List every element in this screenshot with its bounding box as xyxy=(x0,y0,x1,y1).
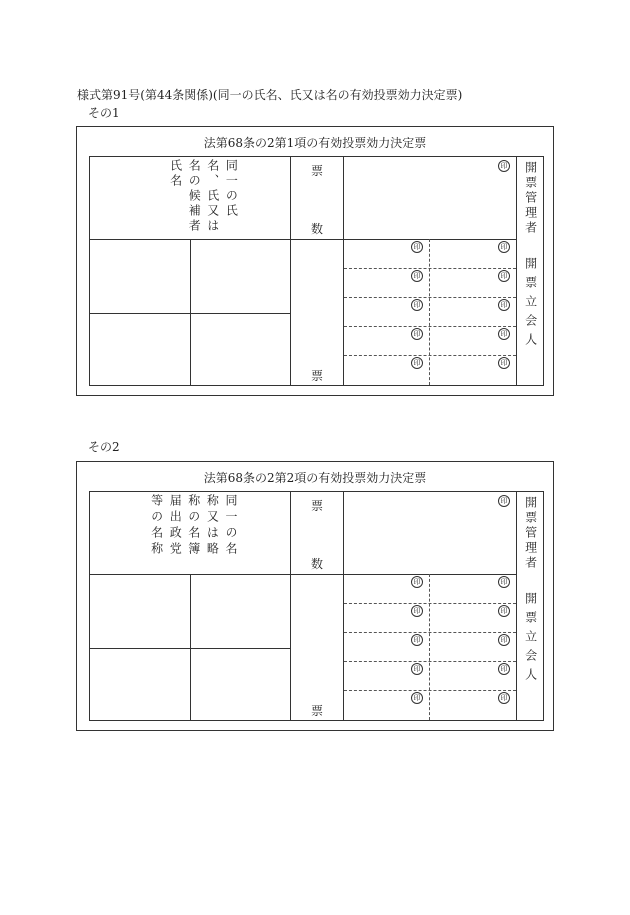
column-divider xyxy=(290,157,291,385)
seal-icon: 印 xyxy=(498,692,510,704)
seal-icon: 印 xyxy=(411,576,423,588)
dashed-divider xyxy=(429,239,430,385)
seal-icon: 印 xyxy=(411,634,423,646)
dashed-row xyxy=(344,355,516,356)
seal-icon: 印 xyxy=(411,241,423,253)
votes-label-top: 票 xyxy=(311,164,324,178)
form-grid xyxy=(89,491,544,721)
column-divider xyxy=(190,239,191,385)
form-title: 法第68条の2第2項の有効投票効力決定票 xyxy=(203,471,427,485)
seal-icon: 印 xyxy=(411,692,423,704)
column-divider xyxy=(190,574,191,720)
form-title: 法第68条の2第1項の有効投票効力決定票 xyxy=(203,136,427,150)
header-divider xyxy=(90,574,517,575)
form-grid xyxy=(89,156,544,386)
section-label-1: その1 xyxy=(88,106,120,120)
dashed-row xyxy=(344,297,516,298)
seal-icon: 印 xyxy=(411,605,423,617)
seal-icon: 印 xyxy=(498,160,510,172)
witness-label: 開票立会人 xyxy=(523,257,538,352)
dashed-row xyxy=(344,326,516,327)
seal-icon: 印 xyxy=(411,357,423,369)
column-divider xyxy=(343,157,344,385)
votes-unit: 票 xyxy=(311,704,324,718)
column-divider xyxy=(516,157,517,385)
seal-icon: 印 xyxy=(411,328,423,340)
seal-icon: 印 xyxy=(498,357,510,369)
seal-icon: 印 xyxy=(498,495,510,507)
seal-icon: 印 xyxy=(411,299,423,311)
column-divider xyxy=(516,492,517,720)
dashed-row xyxy=(344,632,516,633)
votes-unit: 票 xyxy=(311,369,324,383)
votes-label-bottom: 数 xyxy=(311,222,324,236)
seal-icon: 印 xyxy=(411,663,423,675)
dashed-row xyxy=(344,690,516,691)
dashed-row xyxy=(344,661,516,662)
seal-icon: 印 xyxy=(498,605,510,617)
witness-label: 開票立会人 xyxy=(523,592,538,687)
votes-label-top: 票 xyxy=(311,499,324,513)
seal-icon: 印 xyxy=(411,270,423,282)
dashed-divider xyxy=(429,574,430,720)
row-divider xyxy=(90,648,290,649)
column-divider xyxy=(343,492,344,720)
dashed-row xyxy=(344,603,516,604)
seal-icon: 印 xyxy=(498,663,510,675)
column-divider xyxy=(290,492,291,720)
dashed-row xyxy=(344,268,516,269)
header-divider xyxy=(90,239,517,240)
row-divider xyxy=(90,313,290,314)
decision-form-1 xyxy=(76,126,554,396)
seal-icon: 印 xyxy=(498,241,510,253)
name-column-header: 同一の氏名、氏又は名の候補者氏名 xyxy=(168,159,239,234)
seal-icon: 印 xyxy=(498,299,510,311)
page-heading: 様式第91号(第44条関係)(同一の氏名、氏又は名の有効投票効力決定票) xyxy=(77,88,463,102)
seal-icon: 印 xyxy=(498,270,510,282)
name-column-header: 同一の名称又は略称の名簿届出政党等の名称 xyxy=(149,494,238,558)
manager-label: 開票管理者 xyxy=(523,161,538,236)
manager-label: 開票管理者 xyxy=(523,496,538,571)
seal-icon: 印 xyxy=(498,576,510,588)
section-label-2: その2 xyxy=(88,440,120,454)
decision-form-2 xyxy=(76,461,554,731)
seal-icon: 印 xyxy=(498,634,510,646)
seal-icon: 印 xyxy=(498,328,510,340)
votes-label-bottom: 数 xyxy=(311,557,324,571)
